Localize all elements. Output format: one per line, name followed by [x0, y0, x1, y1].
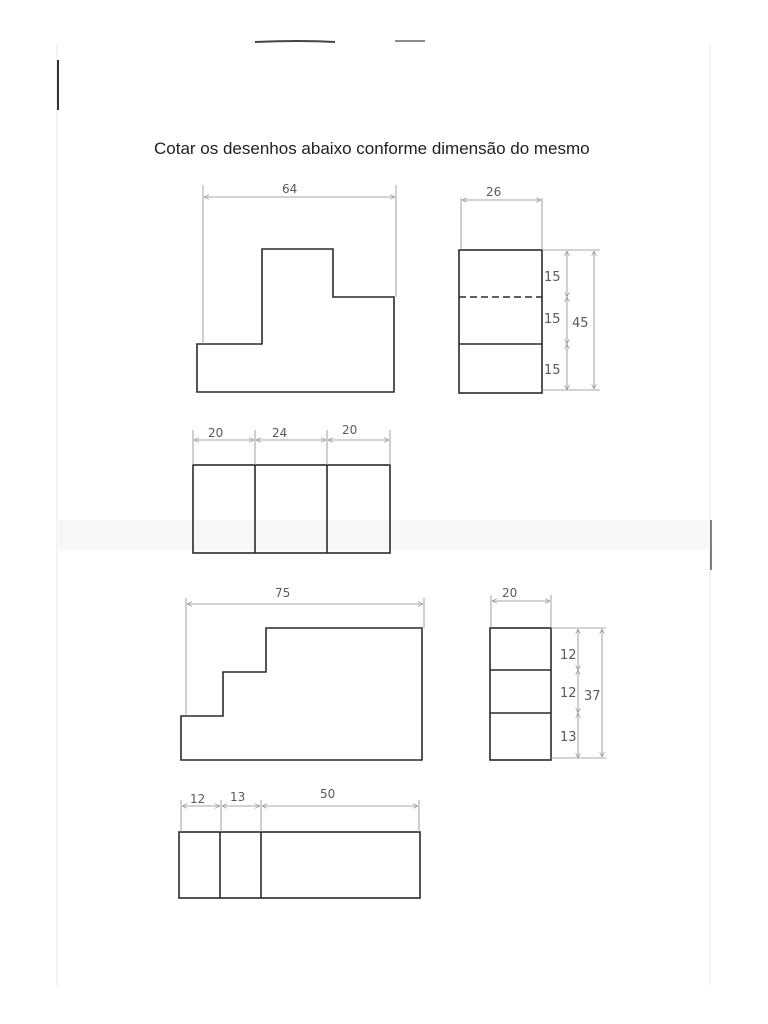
dim-label-15a: 15 — [544, 270, 561, 285]
dim-label-12b: 12 — [560, 686, 577, 701]
dimension-side-width-26 — [461, 185, 542, 250]
dimension-top-segments-1 — [193, 423, 390, 465]
dim-label-13: 13 — [560, 730, 577, 745]
dim-label-15b: 15 — [544, 312, 561, 327]
dimension-width-64 — [203, 182, 396, 344]
dimension-top-segments-2 — [181, 787, 419, 832]
dim-label-50: 50 — [320, 787, 336, 801]
dimension-side-heights-2 — [551, 628, 606, 758]
dim-label-24: 24 — [272, 426, 288, 440]
paper-edges — [57, 41, 711, 985]
dim-label-75: 75 — [275, 586, 291, 600]
dimension-width-75 — [186, 586, 424, 716]
dimension-side-width-20 — [491, 586, 551, 628]
dim-label-12a: 12 — [560, 648, 577, 663]
dim-label-20b: 20 — [342, 423, 358, 437]
dim-label-20: 20 — [502, 586, 518, 600]
front-view-2 — [181, 628, 422, 760]
side-view-2 — [490, 628, 551, 760]
dim-label-64: 64 — [282, 182, 298, 196]
dim-label-15c: 15 — [544, 363, 561, 378]
dim-label-26: 26 — [486, 185, 502, 199]
side-view-1 — [459, 250, 542, 393]
top-view-2 — [179, 832, 420, 898]
dim-label-20a: 20 — [208, 426, 224, 440]
page-title: Cotar os desenhos abaixo conforme dimensão do mesmo — [154, 139, 590, 158]
dim-label-45: 45 — [572, 316, 589, 331]
dim-label-13-top: 13 — [230, 790, 246, 804]
front-view-1 — [197, 249, 394, 392]
dim-label-12: 12 — [190, 792, 206, 806]
dimension-side-heights-1 — [542, 250, 600, 390]
dim-label-37: 37 — [584, 689, 601, 704]
